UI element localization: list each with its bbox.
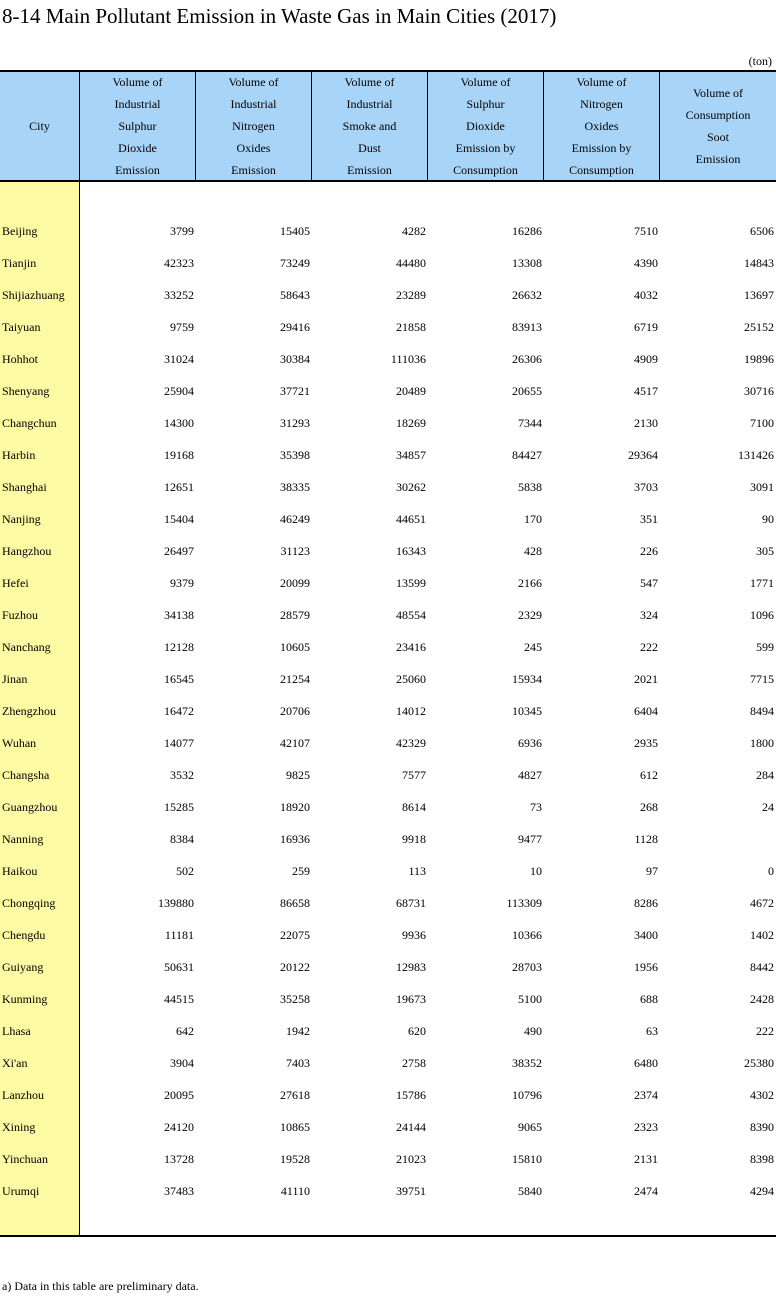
emission-value: 25380 — [744, 1056, 774, 1070]
city-name: Chengdu — [2, 928, 46, 942]
emission-value: 642 — [176, 1024, 194, 1038]
emission-value: 18920 — [280, 800, 310, 814]
table-row — [0, 505, 776, 537]
bottom-rule — [0, 1235, 776, 1237]
emission-value: 18269 — [396, 416, 426, 430]
emission-value: 14012 — [396, 704, 426, 718]
header-consumption-so2-label: Volume of Sulphur Dioxide Emission by Consumption — [453, 75, 518, 177]
header-industrial-so2-label: Volume of Industrial Sulphur Dioxide Emission — [112, 75, 163, 177]
emission-value: 7100 — [750, 416, 774, 430]
emission-value: 305 — [756, 544, 774, 558]
emission-value: 25060 — [396, 672, 426, 686]
emission-value: 48554 — [396, 608, 426, 622]
table-row — [0, 345, 776, 377]
emission-value: 428 — [524, 544, 542, 558]
header-industrial-nox — [196, 72, 311, 180]
emission-value: 21858 — [396, 320, 426, 334]
emission-value: 9477 — [518, 832, 542, 846]
emission-value: 20706 — [280, 704, 310, 718]
emission-value: 324 — [640, 608, 658, 622]
emission-value: 10796 — [512, 1088, 542, 1102]
emission-value: 2131 — [634, 1152, 658, 1166]
city-name: Wuhan — [2, 736, 37, 750]
emission-value: 0 — [768, 864, 774, 878]
city-name: Nanning — [2, 832, 44, 846]
emission-value: 30384 — [280, 352, 310, 366]
emission-value: 1771 — [750, 576, 774, 590]
city-name: Fuzhou — [2, 608, 38, 622]
emission-value: 111036 — [390, 352, 426, 366]
emission-value: 20095 — [164, 1088, 194, 1102]
city-name: Guangzhou — [2, 800, 58, 814]
header-consumption-nox — [544, 72, 659, 180]
emission-value: 31293 — [280, 416, 310, 430]
footnote: a) Data in this table are preliminary data. — [2, 1279, 199, 1293]
emission-value: 29364 — [628, 448, 658, 462]
emission-value: 23289 — [396, 288, 426, 302]
emission-value: 16936 — [280, 832, 310, 846]
emission-value: 14077 — [164, 736, 194, 750]
emission-value: 29416 — [280, 320, 310, 334]
emission-value: 612 — [640, 768, 658, 782]
emission-value: 21023 — [396, 1152, 426, 1166]
emission-value: 28703 — [512, 960, 542, 974]
table-body — [0, 217, 776, 1209]
emission-value: 27618 — [280, 1088, 310, 1102]
emission-value: 11181 — [164, 928, 194, 942]
emission-value: 10865 — [280, 1120, 310, 1134]
emission-value: 7344 — [518, 416, 542, 430]
city-name: Chongqing — [2, 896, 56, 910]
emission-value: 37483 — [164, 1184, 194, 1198]
emission-value: 6506 — [750, 224, 774, 238]
emission-value: 688 — [640, 992, 658, 1006]
emission-value: 113 — [408, 864, 426, 878]
emission-value: 35258 — [280, 992, 310, 1006]
emission-value: 68731 — [396, 896, 426, 910]
emission-value: 3703 — [634, 480, 658, 494]
emission-value: 20122 — [280, 960, 310, 974]
emission-value: 14300 — [164, 416, 194, 430]
emission-value: 97 — [646, 864, 658, 878]
header-consumption-soot — [660, 72, 776, 180]
city-name: Shenyang — [2, 384, 50, 398]
emission-value: 6936 — [518, 736, 542, 750]
unit-label: (ton) — [748, 54, 772, 68]
emission-value: 9918 — [402, 832, 426, 846]
emission-value: 139880 — [158, 896, 194, 910]
emission-value: 34857 — [396, 448, 426, 462]
table-row — [0, 1145, 776, 1177]
table-row — [0, 249, 776, 281]
emission-value: 13697 — [744, 288, 774, 302]
table-row — [0, 1081, 776, 1113]
emission-value: 10345 — [512, 704, 542, 718]
city-name: Nanjing — [2, 512, 41, 526]
city-name: Shijiazhuang — [2, 288, 65, 302]
header-consumption-nox-label: Volume of Nitrogen Oxides Emission by Consumption — [569, 75, 634, 177]
emission-value: 4302 — [750, 1088, 774, 1102]
emission-value: 9936 — [402, 928, 426, 942]
emission-value: 21254 — [280, 672, 310, 686]
table-row — [0, 409, 776, 441]
emission-value: 2130 — [634, 416, 658, 430]
city-name: Kunming — [2, 992, 48, 1006]
table-row — [0, 1017, 776, 1049]
city-name: Taiyuan — [2, 320, 41, 334]
emission-value: 41110 — [280, 1184, 310, 1198]
emission-value: 2021 — [634, 672, 658, 686]
city-name: Yinchuan — [2, 1152, 48, 1166]
emission-value: 50631 — [164, 960, 194, 974]
city-name: Shanghai — [2, 480, 47, 494]
emission-value: 46249 — [280, 512, 310, 526]
table-row — [0, 793, 776, 825]
emission-value: 15786 — [396, 1088, 426, 1102]
emission-value: 2935 — [634, 736, 658, 750]
emission-value: 10605 — [280, 640, 310, 654]
table-row — [0, 985, 776, 1017]
emission-value: 12651 — [164, 480, 194, 494]
emission-value: 16545 — [164, 672, 194, 686]
emission-value: 22075 — [280, 928, 310, 942]
emission-value: 5100 — [518, 992, 542, 1006]
emission-value: 4032 — [634, 288, 658, 302]
city-name: Xining — [2, 1120, 36, 1134]
table-row — [0, 473, 776, 505]
emission-value: 620 — [408, 1024, 426, 1038]
table-row — [0, 761, 776, 793]
city-name: Tianjin — [2, 256, 37, 270]
emission-value: 3400 — [634, 928, 658, 942]
emission-value: 222 — [756, 1024, 774, 1038]
emission-value: 28579 — [280, 608, 310, 622]
table-row — [0, 825, 776, 857]
emission-value: 8494 — [750, 704, 774, 718]
emission-value: 12983 — [396, 960, 426, 974]
city-name: Urumqi — [2, 1184, 40, 1198]
city-name: Lanzhou — [2, 1088, 44, 1102]
emission-value: 63 — [646, 1024, 658, 1038]
table-row — [0, 921, 776, 953]
emission-value: 3904 — [170, 1056, 194, 1070]
city-name: Changsha — [2, 768, 50, 782]
emission-value: 16286 — [512, 224, 542, 238]
emission-value: 39751 — [396, 1184, 426, 1198]
table-row — [0, 1177, 776, 1209]
table-row — [0, 857, 776, 889]
emission-value: 2758 — [402, 1056, 426, 1070]
emission-value: 42329 — [396, 736, 426, 750]
emission-value: 42323 — [164, 256, 194, 270]
emission-value: 25904 — [164, 384, 194, 398]
emission-value: 7403 — [286, 1056, 310, 1070]
emission-value: 31024 — [164, 352, 194, 366]
table-row — [0, 217, 776, 249]
table-row — [0, 889, 776, 921]
table-row — [0, 601, 776, 633]
table-row — [0, 1049, 776, 1081]
emission-value: 83913 — [512, 320, 542, 334]
emission-value: 26306 — [512, 352, 542, 366]
table-row — [0, 697, 776, 729]
emission-value: 222 — [640, 640, 658, 654]
emission-value: 42107 — [280, 736, 310, 750]
emission-value: 84427 — [512, 448, 542, 462]
table-row — [0, 281, 776, 313]
header-industrial-nox-label: Volume of Industrial Nitrogen Oxides Emission — [228, 75, 279, 177]
emission-value: 7715 — [750, 672, 774, 686]
city-name: Guiyang — [2, 960, 44, 974]
emission-value: 38335 — [280, 480, 310, 494]
emission-value: 9379 — [170, 576, 194, 590]
header-industrial-dust — [312, 72, 427, 180]
emission-value: 10366 — [512, 928, 542, 942]
table-row — [0, 537, 776, 569]
emission-value: 2428 — [750, 992, 774, 1006]
emission-value: 6404 — [634, 704, 658, 718]
city-name: Nanchang — [2, 640, 51, 654]
emission-value: 4517 — [634, 384, 658, 398]
emission-value: 170 — [524, 512, 542, 526]
emission-value: 1956 — [634, 960, 658, 974]
emission-value: 4294 — [750, 1184, 774, 1198]
emission-value: 7577 — [402, 768, 426, 782]
emission-value: 73249 — [280, 256, 310, 270]
emission-value: 8442 — [750, 960, 774, 974]
city-name: Lhasa — [2, 1024, 31, 1038]
emission-value: 2166 — [518, 576, 542, 590]
emission-value: 9759 — [170, 320, 194, 334]
emission-value: 351 — [640, 512, 658, 526]
emission-value: 2474 — [634, 1184, 658, 1198]
emission-value: 8398 — [750, 1152, 774, 1166]
header-industrial-so2 — [80, 72, 195, 180]
header-consumption-soot-label: Volume of Consumption Soot Emission — [685, 86, 751, 166]
emission-value: 1942 — [286, 1024, 310, 1038]
emission-value: 26497 — [164, 544, 194, 558]
emission-value: 3091 — [750, 480, 774, 494]
city-name: Beijing — [2, 224, 38, 238]
emission-value: 24144 — [396, 1120, 426, 1134]
header-industrial-dust-label: Volume of Industrial Smoke and Dust Emission — [342, 75, 397, 177]
emission-value: 5840 — [518, 1184, 542, 1198]
emission-value: 7510 — [634, 224, 658, 238]
emission-value: 20655 — [512, 384, 542, 398]
emission-value: 13599 — [396, 576, 426, 590]
table-row — [0, 441, 776, 473]
emission-value: 5838 — [518, 480, 542, 494]
emission-value: 19168 — [164, 448, 194, 462]
header-city — [0, 72, 79, 180]
emission-value: 30716 — [744, 384, 774, 398]
emission-value: 35398 — [280, 448, 310, 462]
emission-value: 44480 — [396, 256, 426, 270]
table-row — [0, 569, 776, 601]
emission-value: 9825 — [286, 768, 310, 782]
emission-value: 15405 — [280, 224, 310, 238]
emission-value: 1096 — [750, 608, 774, 622]
emission-value: 4672 — [750, 896, 774, 910]
emission-table — [0, 70, 776, 1237]
emission-value: 12128 — [164, 640, 194, 654]
emission-value: 33252 — [164, 288, 194, 302]
emission-value: 25152 — [744, 320, 774, 334]
header-city-label: City — [29, 119, 50, 133]
emission-value: 268 — [640, 800, 658, 814]
emission-value: 284 — [756, 768, 774, 782]
emission-value: 13308 — [512, 256, 542, 270]
table-row — [0, 729, 776, 761]
emission-value: 24 — [762, 800, 774, 814]
table-row — [0, 1113, 776, 1145]
emission-value: 90 — [762, 512, 774, 526]
table-row — [0, 377, 776, 409]
emission-value: 34138 — [164, 608, 194, 622]
emission-value: 37721 — [280, 384, 310, 398]
emission-value: 73 — [530, 800, 542, 814]
emission-value: 15934 — [512, 672, 542, 686]
emission-value: 6719 — [634, 320, 658, 334]
emission-value: 3799 — [170, 224, 194, 238]
emission-value: 15810 — [512, 1152, 542, 1166]
emission-value: 4827 — [518, 768, 542, 782]
emission-value: 245 — [524, 640, 542, 654]
table-row — [0, 313, 776, 345]
emission-value: 113309 — [506, 896, 542, 910]
emission-value: 58643 — [280, 288, 310, 302]
emission-value: 86658 — [280, 896, 310, 910]
city-name: Changchun — [2, 416, 57, 430]
city-name: Hohhot — [2, 352, 38, 366]
emission-value: 226 — [640, 544, 658, 558]
table-row — [0, 633, 776, 665]
emission-value: 20099 — [280, 576, 310, 590]
emission-value: 1128 — [634, 832, 658, 846]
table-row — [0, 665, 776, 697]
emission-value: 259 — [292, 864, 310, 878]
emission-value: 599 — [756, 640, 774, 654]
table-title: 8-14 Main Pollutant Emission in Waste Gas in Main Cities (2017) — [2, 4, 557, 28]
emission-value: 547 — [640, 576, 658, 590]
emission-value: 8286 — [634, 896, 658, 910]
city-name: Harbin — [2, 448, 36, 462]
emission-value: 16343 — [396, 544, 426, 558]
emission-value: 16472 — [164, 704, 194, 718]
emission-value: 23416 — [396, 640, 426, 654]
emission-value: 26632 — [512, 288, 542, 302]
emission-value: 6480 — [634, 1056, 658, 1070]
emission-value: 131426 — [738, 448, 774, 462]
table-row — [0, 953, 776, 985]
emission-value: 31123 — [280, 544, 310, 558]
city-name: Xi'an — [2, 1056, 28, 1070]
emission-value: 20489 — [396, 384, 426, 398]
emission-value: 1800 — [750, 736, 774, 750]
city-name: Jinan — [2, 672, 28, 686]
emission-value: 2323 — [634, 1120, 658, 1134]
emission-value: 14843 — [744, 256, 774, 270]
emission-value: 3532 — [170, 768, 194, 782]
emission-value: 19673 — [396, 992, 426, 1006]
city-name: Hangzhou — [2, 544, 52, 558]
city-name: Hefei — [2, 576, 29, 590]
emission-value: 19896 — [744, 352, 774, 366]
emission-value: 8384 — [170, 832, 194, 846]
city-name: Zhengzhou — [2, 704, 56, 718]
emission-value: 9065 — [518, 1120, 542, 1134]
city-name: Haikou — [2, 864, 38, 878]
emission-value: 8614 — [402, 800, 426, 814]
emission-value: 15285 — [164, 800, 194, 814]
emission-value: 4282 — [402, 224, 426, 238]
emission-value: 44515 — [164, 992, 194, 1006]
emission-value: 490 — [524, 1024, 542, 1038]
emission-value: 2374 — [634, 1088, 658, 1102]
emission-value: 2329 — [518, 608, 542, 622]
emission-value: 4909 — [634, 352, 658, 366]
emission-value: 15404 — [164, 512, 194, 526]
emission-value: 10 — [530, 864, 542, 878]
emission-value: 8390 — [750, 1120, 774, 1134]
emission-value: 38352 — [512, 1056, 542, 1070]
header-consumption-so2 — [428, 72, 543, 180]
emission-value: 19528 — [280, 1152, 310, 1166]
emission-value: 4390 — [634, 256, 658, 270]
emission-value: 24120 — [164, 1120, 194, 1134]
emission-value: 13728 — [164, 1152, 194, 1166]
emission-value: 1402 — [750, 928, 774, 942]
emission-value: 502 — [176, 864, 194, 878]
emission-value: 30262 — [396, 480, 426, 494]
emission-value: 44651 — [396, 512, 426, 526]
